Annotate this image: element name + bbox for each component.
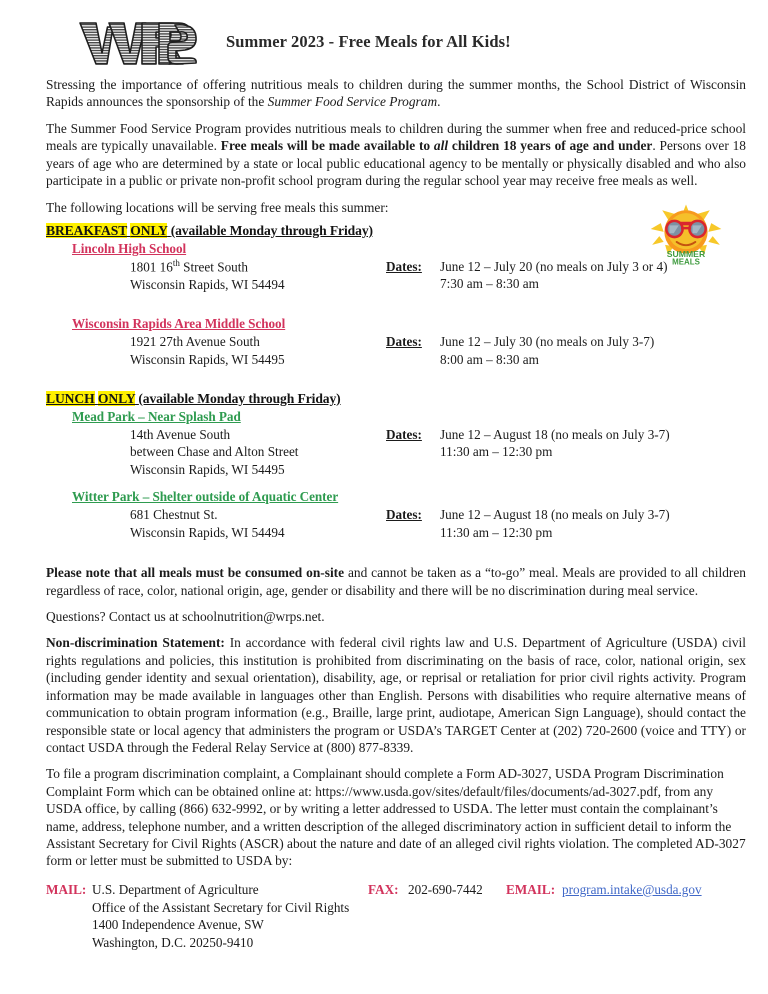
dates-label: Dates:: [386, 507, 422, 523]
intro-paragraph-1: [46, 76, 746, 111]
nondiscrimination-label: Non-discrimination Statement:: [46, 635, 225, 651]
dates-label: Dates:: [386, 334, 422, 350]
address-line: Wisconsin Rapids, WI 54494: [130, 524, 285, 540]
location-address: [46, 333, 386, 368]
dates-range: June 12 – July 30 (no meals on July 3-7): [440, 334, 655, 350]
dates-range: June 12 – August 18 (no meals on July 3-7): [440, 427, 670, 443]
address-line: Wisconsin Rapids, WI 54494: [130, 276, 285, 292]
location-name: Lincoln High School: [72, 240, 187, 256]
location-address: [46, 258, 386, 293]
please-note-bold: Please note that all meals must be consumed on-site: [46, 565, 345, 581]
locations-lead-in: The following locations will be serving free meals this summer:: [46, 199, 389, 215]
usda-email-link[interactable]: program.intake@usda.gov: [562, 881, 702, 897]
address-line: 14th Avenue South: [130, 427, 231, 443]
dates-time: 8:00 am – 8:30 am: [440, 351, 539, 367]
street-rest: Street South: [179, 259, 249, 275]
free-meals-bold-a: Free meals will be made available to: [220, 138, 434, 154]
page-title: Summer 2023 - Free Meals for All Kids!: [226, 32, 511, 51]
program-name-italic: Summer Food Service Program: [267, 94, 438, 110]
mail-address-line-2: Office of the Assistant Secretary for Civil Rights: [92, 899, 350, 915]
email-value: [556, 881, 702, 899]
document-header: [46, 10, 746, 76]
dates-time: 11:30 am – 12:30 pm: [440, 524, 553, 540]
free-meals-bold-italic: all: [433, 138, 449, 154]
lunch-highlight-1: LUNCH: [46, 391, 95, 407]
mail-address-line-1: U.S. Department of Agriculture: [92, 881, 259, 897]
please-note-paragraph: [46, 564, 746, 599]
wrps-logo: [76, 16, 198, 70]
street-number: 1801 16: [130, 259, 173, 275]
dates-time: 7:30 am – 8:30 am: [440, 276, 539, 292]
address-line: Wisconsin Rapids, WI 54495: [130, 351, 285, 367]
dates-time: 11:30 am – 12:30 pm: [440, 444, 553, 460]
breakfast-highlight-1: BREAKFAST: [46, 222, 127, 238]
location-mead-park: [46, 409, 746, 478]
dates-label: Dates:: [386, 427, 422, 443]
location-witter-park: [46, 489, 746, 541]
dates-values: [430, 506, 670, 541]
address-line: 1921 27th Avenue South: [130, 334, 260, 350]
nondiscrimination-paragraph: [46, 634, 746, 756]
intro-p2-a: The Summer Food Service Program provides nutritious meals to children during the summer when free and reduced-price school meals are typically unavailable.: [46, 120, 746, 154]
breakfast-highlight-2: ONLY: [130, 222, 168, 238]
intro-p2-b: . Persons over 18 years of age who are determined by a state or local public educational agency to be mentally or physically disabled and who also participate in a public or private non-profit school program during the regular school year may receive free meals as well.: [46, 138, 746, 189]
breakfast-heading-rest: (available Monday through Friday): [170, 222, 373, 238]
lunch-highlight-2: ONLY: [97, 391, 136, 407]
fax-label: FAX:: [368, 881, 399, 897]
location-address: [46, 426, 386, 478]
mail-address-line-4: Washington, D.C. 20250-9410: [92, 934, 254, 950]
email-label: EMAIL:: [506, 881, 556, 897]
address-line: Wisconsin Rapids, WI 54495: [130, 461, 285, 477]
summer-meals-sun-icon: [646, 203, 726, 265]
dates-label: Dates:: [386, 258, 422, 274]
intro-p1-a: Stressing the importance of offering nutritious meals to children during the summer months, the School District of Wisconsin Rapids announces the sponsorship of the: [46, 77, 746, 110]
svg-text:SUMMER: SUMMER: [666, 249, 706, 260]
please-note-rest: and cannot be taken as a “to-go” meal. Meals are provided to all children regardless of race, color, national origin, age, gender or disability and there will be no discrimination during meal service.: [46, 565, 746, 598]
dates-range: June 12 – July 20 (no meals on July 3 or 4): [440, 258, 668, 274]
free-meals-bold-b: children 18 years of age and under: [448, 138, 653, 154]
intro-paragraph-2: [46, 120, 746, 190]
location-lincoln-high-school: [46, 241, 746, 293]
breakfast-section-heading: [46, 223, 746, 239]
location-name: Mead Park – Near Splash Pad: [72, 409, 241, 425]
location-name: Witter Park – Shelter outside of Aquatic Center: [72, 489, 339, 505]
usda-contact-block: [46, 881, 746, 952]
address-line: between Chase and Alton Street: [130, 444, 299, 460]
lunch-heading-rest: (available Monday through Friday): [138, 391, 341, 407]
questions-paragraph: Questions? Contact us at schoolnutrition@wrps.net.: [46, 608, 325, 624]
address-line: [130, 258, 386, 276]
street-ordinal: th: [172, 257, 180, 268]
location-dates: [386, 506, 746, 541]
nondiscrimination-body: In accordance with federal civil rights law and U.S. Department of Agriculture (USDA) civil rights regulations and policies, this institution is prohibited from discriminating on the basis of race, color, national origin, sex (including gender identity and sexual orientation), disability, age, or reprisal or retaliation for prior civil rights activity. Program information may be made available in languages other than English. Persons with disabilities who require alternative means of communication to obtain program information (e.g., Braille, large print, audiotape, American Sign Language), should contact the responsible state or local agency that administers the program or USDA’s TARGET Center at (202) 720-2600 (voice and TTY) or contact USDA through the Federal Relay Service at (800) 877-8339.: [46, 635, 746, 755]
dates-values: [430, 258, 667, 293]
location-wisconsin-rapids-area-middle-school: [46, 316, 746, 368]
location-dates: [386, 333, 746, 368]
location-name: Wisconsin Rapids Area Middle School: [72, 316, 286, 332]
intro-p1-b: .: [437, 94, 441, 110]
dates-range: June 12 – August 18 (no meals on July 3-7): [440, 507, 670, 523]
dates-values: [430, 333, 654, 368]
location-address: [46, 506, 386, 541]
lunch-section-heading: [46, 391, 746, 407]
mail-label: MAIL:: [46, 881, 87, 897]
svg-text:MEALS: MEALS: [672, 257, 700, 265]
complaint-paragraph: To file a program discrimination complaint, a Complainant should complete a Form AD-3027, USDA Program Discrimination Complaint Form which can be obtained online at: https://www.usda.gov/sites/default/files/documents/ad-3027.pdf, from any USDA office, by calling (866) 632-9992, or by writing a letter addressed to USDA. The letter must contain the complainant’s name, address, telephone number, and a written description of the alleged discriminatory action in sufficient detail to inform the Assistant Secretary for Civil Rights (ASCR) about the nature and date of an alleged civil rights violation. The completed AD-3027 form or letter must be submitted to USDA by:: [46, 766, 746, 869]
fax-value: 202-690-7442: [408, 881, 483, 897]
mail-address-line-3: 1400 Independence Avenue, SW: [92, 917, 264, 933]
dates-values: [430, 426, 670, 461]
address-line: 681 Chestnut St.: [130, 507, 218, 523]
location-dates: [386, 426, 746, 461]
